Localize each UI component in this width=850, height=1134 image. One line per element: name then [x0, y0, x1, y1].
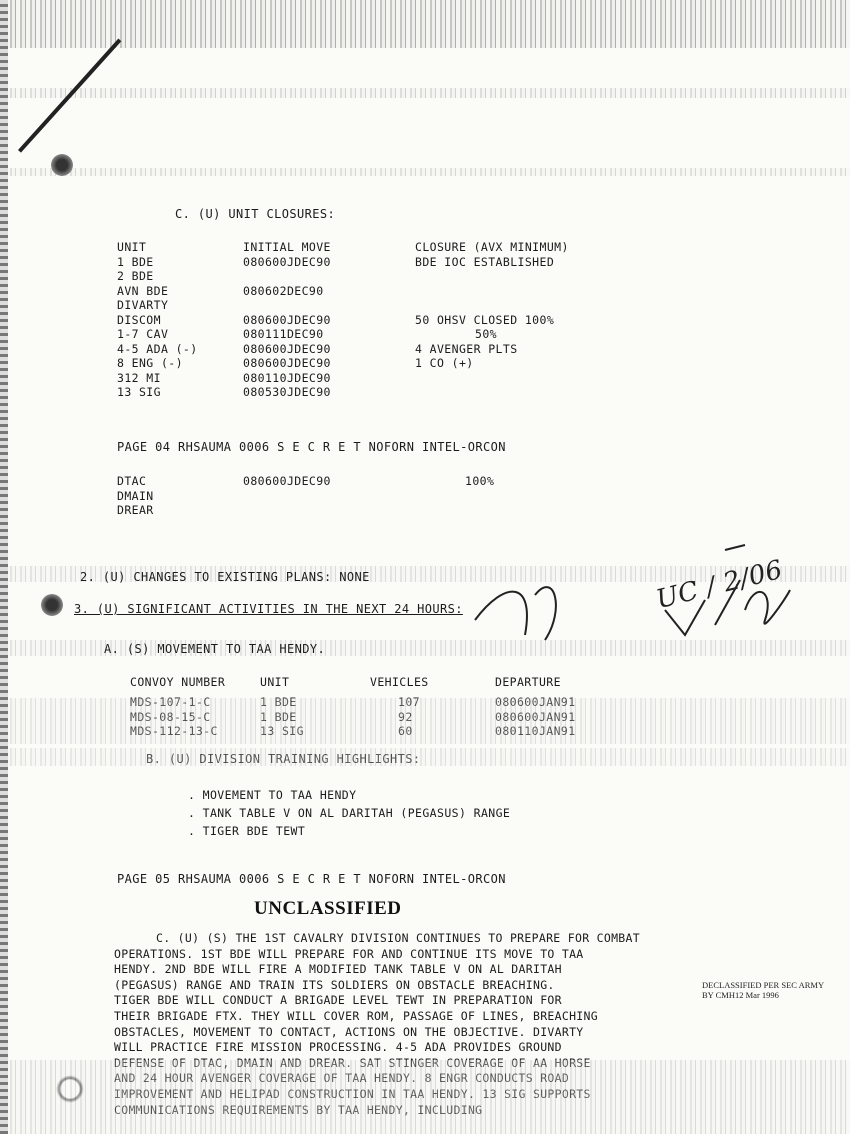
table-cell [415, 284, 569, 299]
table-header-row [130, 675, 576, 695]
table-cell: 13 SIG [260, 724, 304, 739]
table-cell: 1-7 CAV [117, 327, 169, 342]
section-c-heading: C. (U) UNIT CLOSURES: [175, 207, 336, 221]
table-row [117, 489, 494, 504]
table-cell: 100% [465, 474, 495, 489]
scan-noise-band [0, 88, 850, 98]
table-cell: 080110JDEC90 [243, 370, 331, 385]
unit-closures-table [117, 240, 569, 400]
table-cell: MDS-08-15-C [130, 709, 211, 724]
left-edge-border [0, 0, 8, 1134]
table-cell: 080530JDEC90 [243, 385, 331, 400]
column-header: CONVOY NUMBER [130, 675, 226, 689]
paragraph-line: DEFENSE OF DTAC, DMAIN AND DREAR. SAT STINGER COVERAGE OF AA HORSE [114, 1055, 591, 1070]
table-cell: 60 [398, 724, 413, 739]
table-cell: 080111DEC90 [243, 327, 324, 342]
table-cell: 2 BDE [117, 269, 154, 284]
scan-noise-band [0, 0, 850, 48]
table-cell: 312 MI [117, 370, 161, 385]
table-cell: 080110JAN91 [495, 724, 576, 739]
table-cell: DMAIN [117, 488, 154, 503]
table-row [117, 298, 569, 313]
table-cell: MDS-112-13-C [130, 724, 218, 739]
table-cell: 1 CO (+) [415, 356, 474, 371]
unclassified-stamp: UNCLASSIFIED [254, 898, 402, 919]
paragraph-line: OPERATIONS. 1ST BDE WILL PREPARE FOR AND CONTINUE ITS MOVE TO TAA [114, 946, 584, 961]
page-header-line-05: PAGE 05 RHSAUMA 0006 S E C R E T NOFORN INTEL-ORCON [117, 872, 506, 886]
table-row [117, 255, 569, 270]
table-cell: DIVARTY [117, 298, 169, 313]
paragraph-line: TIGER BDE WILL CONDUCT A BRIGADE LEVEL TEWT IN PREPARATION FOR [114, 993, 562, 1008]
paragraph-line: OBSTACLES, MOVEMENT TO CONTACT, ACTIONS ON THE OBJECTIVE. DIVARTY [114, 1024, 584, 1039]
table-cell: 8 ENG (-) [117, 356, 183, 371]
training-bullet-list [188, 788, 510, 842]
handwritten-annotation [465, 540, 805, 660]
table-row [117, 313, 569, 328]
paragraph-line: C. (U) (S) THE 1ST CAVALRY DIVISION CONTINUES TO PREPARE FOR COMBAT [156, 931, 640, 945]
handwritten-notes: UC / 2/06 [653, 554, 786, 616]
item-2-changes: 2. (U) CHANGES TO EXISTING PLANS: NONE [80, 570, 370, 584]
table-cell [243, 269, 415, 284]
table-header-row [117, 240, 569, 255]
table-cell: 1 BDE [260, 695, 297, 710]
paragraph-line: IMPROVEMENT AND HELIPAD CONSTRUCTION IN TAA HENDY. 13 SIG SUPPORTS [114, 1086, 591, 1101]
paragraph-line: HENDY. 2ND BDE WILL FIRE A MODIFIED TANK TABLE V ON AL DARITAH [114, 962, 562, 977]
table-cell: 080600JDEC90 [243, 474, 331, 489]
page-header-line-04: PAGE 04 RHSAUMA 0006 S E C R E T NOFORN INTEL-ORCON [117, 440, 506, 454]
table-cell [243, 489, 415, 504]
scan-noise-band [0, 698, 850, 744]
table-cell [243, 298, 415, 313]
table-cell: MDS-107-1-C [130, 695, 211, 710]
item-3b-training-highlights: B. (U) DIVISION TRAINING HIGHLIGHTS: [146, 752, 421, 766]
table-cell: 1 BDE [260, 709, 297, 724]
table-row [117, 474, 494, 489]
scan-noise-band [0, 168, 850, 176]
table-cell: BDE IOC ESTABLISHED [415, 254, 555, 269]
paragraph-line: AND 24 HOUR AVENGER COVERAGE OF TAA HENDY. 8 ENGR CONDUCTS ROAD [114, 1071, 570, 1086]
table-row [117, 503, 494, 518]
table-cell [415, 385, 569, 400]
scan-noise-band [0, 1060, 850, 1134]
table-cell: 080600JAN91 [495, 695, 576, 710]
column-header: VEHICLES [370, 675, 429, 689]
table-cell: AVN BDE [117, 283, 169, 298]
table-cell: 107 [398, 695, 420, 710]
table-cell: 50% [475, 327, 497, 342]
table-row [117, 327, 569, 342]
table-cell [243, 503, 415, 518]
list-item: . MOVEMENT TO TAA HENDY [188, 788, 357, 802]
list-item: . TIGER BDE TEWT [188, 824, 306, 838]
unit-closures-table-continued [117, 474, 494, 518]
paragraph-line: (PEGASUS) RANGE AND TRAIN ITS SOLDIERS ON OBSTACLE BREACHING. [114, 977, 555, 992]
table-cell: 1 BDE [117, 254, 154, 269]
table-cell: 4-5 ADA (-) [117, 341, 198, 356]
table-row [117, 269, 569, 284]
table-cell [415, 503, 494, 518]
table-cell [415, 298, 569, 313]
table-row [117, 385, 569, 400]
column-header: UNIT [260, 675, 290, 689]
table-cell: 080602DEC90 [243, 283, 324, 298]
table-cell [415, 371, 569, 386]
paragraph-line: THEIR BRIGADE FTX. THEY WILL COVER ROM, PASSAGE OF LINES, BREACHING [114, 1008, 598, 1023]
scan-noise-band [0, 748, 850, 766]
table-cell: 4 AVENGER PLTS [415, 341, 518, 356]
table-cell: 080600JDEC90 [243, 254, 331, 269]
paragraph-line: WILL PRACTICE FIRE MISSION PROCESSING. 4-5 ADA PROVIDES GROUND [114, 1040, 562, 1055]
table-cell: 50 OHSV CLOSED 100% [415, 312, 555, 327]
table-cell [415, 269, 569, 284]
table-row [117, 371, 569, 386]
table-cell: 080600JDEC90 [243, 312, 331, 327]
list-item: . TANK TABLE V ON AL DARITAH (PEGASUS) RANGE [188, 806, 511, 820]
punch-hole-mark [51, 154, 73, 176]
punch-hole-mark [41, 594, 63, 616]
item-3-significant-activities: 3. (U) SIGNIFICANT ACTIVITIES IN THE NEXT 24 HOURS: [74, 602, 463, 616]
table-cell: 080600JDEC90 [243, 341, 331, 356]
table-cell: DREAR [117, 503, 154, 518]
paragraph-line: COMMUNICATIONS REQUIREMENTS BY TAA HENDY, INCLUDING [114, 1102, 483, 1117]
table-row [117, 356, 569, 371]
table-row [117, 342, 569, 357]
table-cell: 92 [398, 709, 413, 724]
column-header: DEPARTURE [495, 675, 561, 689]
table-cell: 080600JDEC90 [243, 356, 331, 371]
column-header: UNIT [117, 240, 147, 255]
table-cell: 13 SIG [117, 385, 161, 400]
table-row [117, 284, 569, 299]
table-cell [415, 489, 494, 504]
column-header: INITIAL MOVE [243, 240, 331, 255]
item-3a-movement: A. (S) MOVEMENT TO TAA HENDY. [104, 642, 326, 656]
table-cell: DTAC [117, 474, 147, 489]
table-cell: 080600JAN91 [495, 709, 576, 724]
column-header: CLOSURE (AVX MINIMUM) [415, 240, 569, 255]
table-cell: DISCOM [117, 312, 161, 327]
declassified-stamp: DECLASSIFIED PER SEC ARMY BY CMH12 Mar 1996 [702, 980, 825, 1000]
